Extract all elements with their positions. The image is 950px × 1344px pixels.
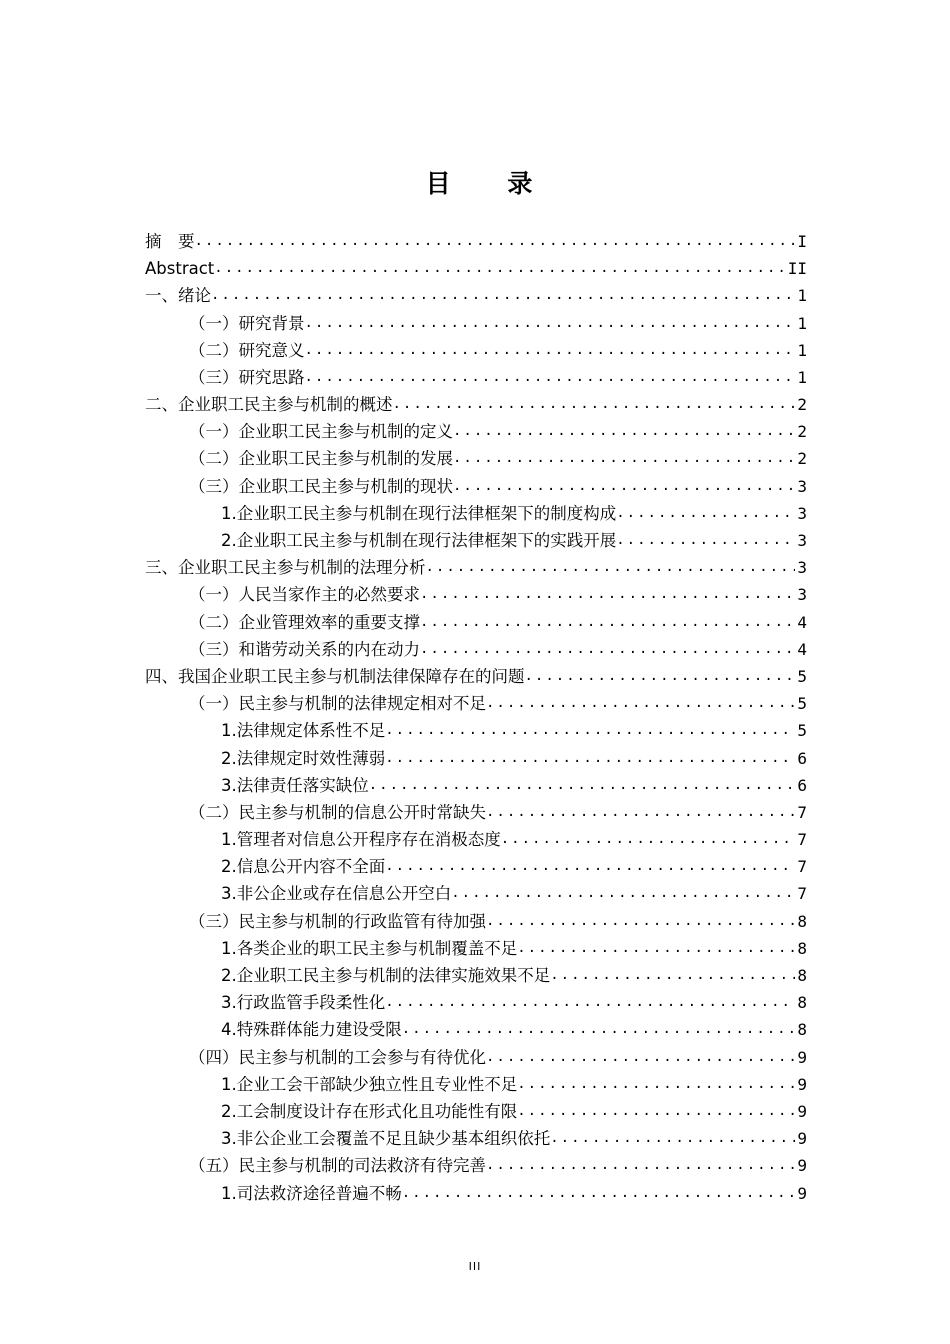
toc-dot-leader: [451, 880, 795, 907]
toc-entry-page: 6: [797, 775, 807, 795]
toc-entry-label: （三）和谐劳动关系的内在动力: [189, 639, 420, 659]
toc-entry-page: 8: [797, 1020, 807, 1040]
toc-entry[interactable]: [145, 962, 807, 989]
toc-dot-leader: [385, 717, 795, 744]
toc-dot-leader: [486, 908, 795, 935]
toc-entry-label: 3.行政监管手段柔性化: [221, 993, 386, 1013]
toc-entry[interactable]: [145, 581, 807, 608]
toc-entry-page: 1: [797, 313, 807, 333]
toc-dot-leader: [517, 1098, 795, 1125]
toc-entry-page: 7: [797, 884, 807, 904]
toc-entry-page: 8: [797, 993, 807, 1013]
toc-dot-leader: [517, 935, 795, 962]
toc-entry-page: 9: [797, 1101, 807, 1121]
toc-entry-label: 1.企业职工民主参与机制在现行法律框架下的制度构成: [221, 503, 617, 523]
toc-entry[interactable]: [145, 1044, 807, 1071]
toc-dot-leader: [550, 962, 795, 989]
toc-dot-leader: [486, 799, 795, 826]
toc-dot-leader: [385, 745, 795, 772]
toc-entry-page: 8: [797, 938, 807, 958]
toc-entry[interactable]: [145, 636, 807, 663]
toc-entry-label: 1.各类企业的职工民主参与机制覆盖不足: [221, 938, 518, 958]
toc-entry[interactable]: [145, 609, 807, 636]
toc-entry-page: 7: [797, 857, 807, 877]
toc-dot-leader: [211, 282, 795, 309]
toc-entry-label: （二）民主参与机制的信息公开时常缺失: [189, 802, 486, 822]
toc-entry[interactable]: [145, 745, 807, 772]
toc-entry-label: （三）企业职工民主参与机制的现状: [189, 476, 453, 496]
toc-entry[interactable]: [145, 1071, 807, 1098]
toc-dot-leader: [305, 310, 796, 337]
toc-entry[interactable]: [145, 690, 807, 717]
toc-entry[interactable]: [145, 1098, 807, 1125]
toc-entry-label: 3.法律责任落实缺位: [221, 775, 369, 795]
toc-entry-label: 2.法律规定时效性薄弱: [221, 748, 386, 768]
toc-entry-label: 三、企业职工民主参与机制的法理分析: [145, 558, 426, 578]
toc-entry-label: 四、我国企业职工民主参与机制法律保障存在的问题: [145, 666, 525, 686]
toc-entry-page: 1: [797, 340, 807, 360]
toc-dot-leader: [385, 989, 795, 1016]
toc-dot-leader: [420, 609, 795, 636]
toc-entry-page: 1: [797, 286, 807, 306]
toc-entry-label: （二）研究意义: [189, 340, 305, 360]
toc-entry-page: 9: [797, 1074, 807, 1094]
toc-entry[interactable]: [145, 799, 807, 826]
toc-entry-page: 9: [797, 1129, 807, 1149]
toc-dot-leader: [501, 826, 796, 853]
toc-dot-leader: [369, 772, 796, 799]
toc-entry[interactable]: [145, 1125, 807, 1152]
toc-dot-leader: [550, 1125, 795, 1152]
toc-dot-leader: [385, 853, 795, 880]
toc-entry[interactable]: [145, 881, 807, 908]
toc-entry[interactable]: [145, 391, 807, 418]
toc-dot-leader: [305, 364, 796, 391]
toc-entry[interactable]: [145, 826, 807, 853]
toc-entry[interactable]: [145, 418, 807, 445]
toc-entry-page: 1: [797, 367, 807, 387]
toc-dot-leader: [402, 1180, 796, 1207]
toc-entry[interactable]: [145, 500, 807, 527]
toc-entry-page: 3: [797, 503, 807, 523]
toc-entry[interactable]: [145, 282, 807, 309]
toc-entry-page: I: [797, 231, 807, 251]
toc-dot-leader: [453, 445, 795, 472]
toc-entry-page: 9: [797, 1183, 807, 1203]
toc-entry-label: （二）企业职工民主参与机制的发展: [189, 449, 453, 469]
toc-entry-page: 4: [797, 639, 807, 659]
toc-entry-label: （三）研究思路: [189, 367, 305, 387]
table-of-contents: [145, 228, 807, 1207]
toc-entry[interactable]: [145, 473, 807, 500]
toc-entry[interactable]: [145, 527, 807, 554]
toc-entry-label: （一）民主参与机制的法律规定相对不足: [189, 694, 486, 714]
toc-entry-label: 3.非公企业工会覆盖不足且缺少基本组织依托: [221, 1129, 551, 1149]
toc-entry-label: （一）人民当家作主的必然要求: [189, 585, 420, 605]
toc-dot-leader: [453, 473, 795, 500]
toc-entry-page: 5: [797, 694, 807, 714]
toc-entry[interactable]: [145, 255, 807, 282]
toc-entry-page: 9: [797, 1156, 807, 1176]
toc-entry-page: 2: [797, 395, 807, 415]
toc-title: 目 录: [425, 169, 557, 198]
toc-entry-label: 2.企业职工民主参与机制的法律实施效果不足: [221, 966, 551, 986]
toc-entry[interactable]: [145, 1016, 807, 1043]
toc-entry-label: 1.企业工会干部缺少独立性且专业性不足: [221, 1074, 518, 1094]
toc-entry[interactable]: [145, 1180, 807, 1207]
toc-entry-label: 摘 要: [145, 231, 195, 251]
toc-entry[interactable]: [145, 554, 807, 581]
toc-entry-page: 5: [797, 666, 807, 686]
toc-entry-page: 4: [797, 612, 807, 632]
toc-dot-leader: [453, 418, 795, 445]
toc-entry[interactable]: [145, 446, 807, 473]
toc-entry-page: 7: [797, 830, 807, 850]
toc-entry[interactable]: [145, 853, 807, 880]
toc-dot-leader: [616, 527, 795, 554]
toc-dot-leader: [525, 663, 796, 690]
toc-entry-label: 1.管理者对信息公开程序存在消极态度: [221, 830, 501, 850]
toc-dot-leader: [426, 554, 796, 581]
toc-dot-leader: [486, 690, 795, 717]
toc-entry[interactable]: [145, 772, 807, 799]
toc-entry-page: 7: [797, 802, 807, 822]
toc-dot-leader: [195, 228, 796, 255]
page-number: III: [468, 1260, 482, 1273]
toc-entry[interactable]: [145, 989, 807, 1016]
toc-dot-leader: [486, 1044, 795, 1071]
toc-entry-label: 2.信息公开内容不全面: [221, 857, 386, 877]
toc-entry-label: （一）研究背景: [189, 313, 305, 333]
toc-entry-label: （五）民主参与机制的司法救济有待完善: [189, 1156, 486, 1176]
toc-entry-label: 2.工会制度设计存在形式化且功能性有限: [221, 1101, 518, 1121]
toc-entry[interactable]: [145, 908, 807, 935]
toc-entry[interactable]: [145, 337, 807, 364]
toc-entry[interactable]: [145, 364, 807, 391]
toc-entry[interactable]: [145, 310, 807, 337]
toc-entry[interactable]: [145, 1152, 807, 1179]
toc-dot-leader: [420, 581, 795, 608]
toc-entry-label: （四）民主参与机制的工会参与有待优化: [189, 1047, 486, 1067]
toc-entry-page: 3: [797, 531, 807, 551]
toc-entry[interactable]: [145, 663, 807, 690]
toc-entry-page: 2: [797, 422, 807, 442]
toc-entry-label: 1.法律规定体系性不足: [221, 721, 386, 741]
toc-entry-label: 一、绪论: [145, 286, 211, 306]
toc-entry-page: 8: [797, 911, 807, 931]
toc-entry-page: 3: [797, 585, 807, 605]
toc-dot-leader: [305, 337, 796, 364]
toc-entry-label: 1.司法救济途径普遍不畅: [221, 1183, 402, 1203]
toc-entry-page: 5: [797, 721, 807, 741]
toc-entry-page: 3: [797, 558, 807, 578]
toc-entry-label: （二）企业管理效率的重要支撑: [189, 612, 420, 632]
toc-dot-leader: [402, 1016, 796, 1043]
toc-entry-label: Abstract: [145, 259, 215, 279]
toc-entry-label: （三）民主参与机制的行政监管有待加强: [189, 911, 486, 931]
toc-dot-leader: [420, 636, 795, 663]
toc-dot-leader: [486, 1152, 795, 1179]
toc-entry-page: 3: [797, 476, 807, 496]
toc-entry[interactable]: [145, 717, 807, 744]
toc-entry-page: 6: [797, 748, 807, 768]
toc-entry[interactable]: [145, 228, 807, 255]
toc-dot-leader: [517, 1071, 795, 1098]
toc-dot-leader: [616, 500, 795, 527]
toc-entry-label: 二、企业职工民主参与机制的概述: [145, 395, 393, 415]
toc-entry-page: 2: [797, 449, 807, 469]
toc-entry-label: 3.非公企业或存在信息公开空白: [221, 884, 452, 904]
toc-dot-leader: [393, 391, 796, 418]
toc-entry-label: 4.特殊群体能力建设受限: [221, 1020, 402, 1040]
toc-entry-page: 9: [797, 1047, 807, 1067]
toc-entry[interactable]: [145, 935, 807, 962]
toc-dot-leader: [214, 255, 785, 282]
toc-entry-label: 2.企业职工民主参与机制在现行法律框架下的实践开展: [221, 531, 617, 551]
toc-entry-label: （一）企业职工民主参与机制的定义: [189, 422, 453, 442]
toc-entry-page: II: [787, 259, 807, 279]
toc-entry-page: 8: [797, 966, 807, 986]
